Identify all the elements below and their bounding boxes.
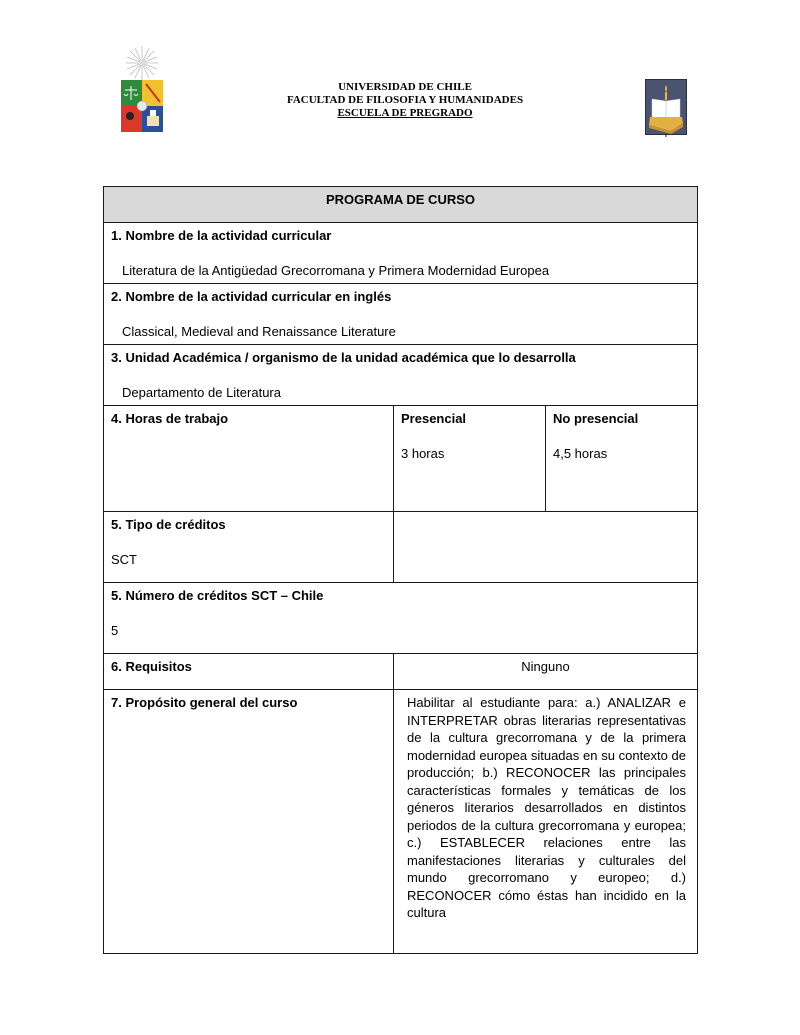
university-crest-icon — [118, 44, 166, 136]
section-1-cell — [104, 223, 698, 284]
section-5b-row — [104, 583, 698, 654]
presencial-value: 3 horas — [401, 445, 445, 461]
program-title: PROGRAMA DE CURSO — [104, 187, 698, 223]
institution-heading — [200, 81, 610, 120]
section-5a-row — [104, 512, 698, 583]
section-3-label: 3. Unidad Académica / organismo de la unidad académica que lo desarrolla — [111, 350, 576, 365]
section-5b-cell — [104, 583, 698, 654]
presencial-cell — [394, 406, 546, 512]
section-4-label-cell — [104, 406, 394, 512]
section-1-row — [104, 223, 698, 284]
course-program-table — [103, 186, 698, 954]
credit-number-label: 5. Número de créditos SCT – Chile — [111, 588, 324, 603]
section-2-row — [104, 284, 698, 345]
requirements-label: 6. Requisitos — [111, 659, 192, 674]
no-presencial-value: 4,5 horas — [553, 445, 608, 461]
no-presencial-cell — [546, 406, 698, 512]
academic-unit-value: Departamento de Literatura — [122, 384, 281, 400]
section-7-label-cell — [104, 690, 394, 954]
faculty-book-emblem-icon — [645, 79, 687, 137]
section-2-label: 2. Nombre de la actividad curricular en inglés — [111, 289, 392, 304]
section-7-row — [104, 690, 698, 954]
credit-number-value: 5 — [111, 622, 119, 638]
title-row — [104, 187, 698, 223]
section-6-label-cell — [104, 654, 394, 690]
course-name-value: Literatura de la Antigüedad Grecorromana y Primera Modernidad Europea — [122, 262, 550, 278]
purpose-value: Habilitar al estudiante para: a.) ANALIZAR e INTERPRETAR obras literarias representativas de la cultura grecorromana y de la primera modernidad europea situadas en su contexto de producción; b.) RECONOCER las principales características formales y temáticas de los géneros literarios desarrollados en distintos periodos de la cultura grecorromana y europea; c.) ESTABLECER relaciones entre las manifestaciones literarias y culturales del mundo grecorromano y europeo; d.) RECONOCER cómo éstas han incidido en la cultura — [394, 690, 698, 954]
section-1-label: 1. Nombre de la actividad curricular — [111, 228, 332, 243]
section-6-row — [104, 654, 698, 690]
school-name: ESCUELA DE PREGRADO — [337, 107, 473, 119]
faculty-name: FACULTAD DE FILOSOFIA Y HUMANIDADES — [286, 94, 524, 106]
section-4-label: 4. Horas de trabajo — [111, 411, 229, 426]
section-3-row — [104, 345, 698, 406]
section-5a-empty-cell — [394, 512, 698, 583]
section-3-cell — [104, 345, 698, 406]
course-name-english-value: Classical, Medieval and Renaissance Literature — [122, 323, 396, 339]
credit-type-value: SCT — [111, 551, 137, 567]
requirements-value: Ninguno — [394, 654, 698, 690]
purpose-label: 7. Propósito general del curso — [111, 695, 298, 710]
credit-type-label: 5. Tipo de créditos — [111, 517, 226, 532]
document-header — [0, 0, 800, 150]
presencial-label: Presencial — [401, 411, 467, 426]
no-presencial-label: No presencial — [553, 411, 639, 426]
section-2-cell — [104, 284, 698, 345]
section-5a-cell — [104, 512, 394, 583]
university-name: UNIVERSIDAD DE CHILE — [338, 81, 472, 93]
section-4-row — [104, 406, 698, 512]
